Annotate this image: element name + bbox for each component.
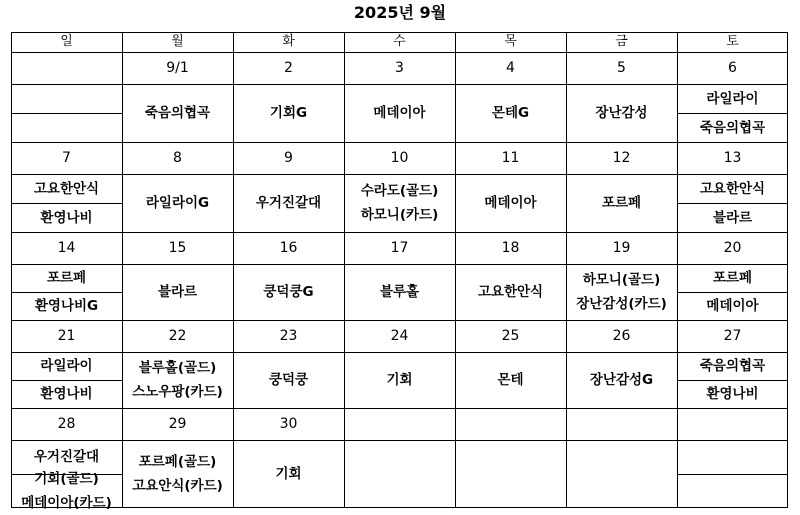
date-number: 21: [57, 328, 76, 344]
schedule-entry-top: [11, 84, 122, 113]
date-number: 10: [390, 150, 409, 166]
date-number: 25: [501, 328, 520, 344]
page-title: 2025년 9월: [353, 3, 447, 22]
date-number: [344, 408, 455, 440]
date-number: 9/1: [166, 60, 189, 76]
schedule-entry-bottom: 환영나비: [706, 386, 759, 402]
schedule-entry-bottom: 죽음의협곡: [699, 119, 766, 136]
date-number: 30: [279, 416, 298, 432]
schedule-entry-bottom: 환영나비G: [34, 298, 99, 314]
date-number: 5: [617, 60, 626, 76]
weekday-header: 목: [504, 34, 517, 49]
date-number: [677, 408, 788, 440]
schedule-entry: 블루홀: [379, 284, 420, 300]
date-number: [11, 52, 122, 84]
date-number: 2: [284, 60, 293, 76]
date-number: 27: [723, 328, 742, 344]
schedule-entry-top: 고요한안식: [33, 180, 100, 197]
date-number: 15: [168, 240, 187, 256]
date-number: 6: [728, 60, 737, 76]
schedule-entry: 우거진갈대: [255, 195, 322, 211]
weekday-header: 수: [393, 34, 406, 49]
weekday-header: 월: [171, 34, 184, 49]
weekday-header: 금: [615, 34, 628, 49]
schedule-entry: 포르페(골드) 고요안식(카드): [132, 454, 223, 494]
schedule-entry-bottom: [11, 113, 122, 142]
schedule-entry-top: 우거진갈대: [33, 449, 100, 465]
weekday-header: 일: [60, 34, 73, 49]
date-number: 16: [279, 240, 298, 256]
schedule-entry-bottom: 메데이아: [706, 298, 759, 314]
date-number: 8: [173, 150, 182, 166]
schedule-entry-top: 죽음의협곡: [699, 358, 766, 374]
schedule-entry: 블라르: [157, 284, 198, 300]
weekday-header: 화: [282, 34, 295, 49]
schedule-entry: 기회G: [269, 105, 308, 121]
date-number: 14: [57, 240, 76, 256]
schedule-entry: 장난감성: [595, 105, 648, 121]
schedule-entry: 고요한안식: [477, 284, 544, 300]
schedule-entry: [455, 440, 566, 508]
schedule-entry-top: 라일라이: [40, 358, 93, 374]
date-number: 22: [168, 328, 187, 344]
calendar-table: [11, 32, 788, 511]
schedule-entry-bottom: 블라르: [712, 209, 753, 226]
date-number: 13: [723, 150, 742, 166]
date-number: 19: [612, 240, 631, 256]
schedule-entry-bottom: 기회(골드) 메데이아(카드): [21, 471, 112, 511]
date-number: 20: [723, 240, 742, 256]
date-number: 11: [501, 150, 520, 166]
schedule-entry: 메데이아: [484, 195, 537, 211]
schedule-entry-bottom: 환영나비: [40, 209, 93, 226]
schedule-entry: 쿵덕쿵G: [263, 284, 314, 300]
date-number: 12: [612, 150, 631, 166]
schedule-entry: [344, 440, 455, 508]
date-number: 7: [62, 150, 71, 166]
schedule-entry: 기회: [386, 372, 413, 388]
date-number: [566, 408, 677, 440]
schedule-entry: 하모니(골드) 장난감성(카드): [576, 272, 667, 312]
date-number: 26: [612, 328, 631, 344]
date-number: 17: [390, 240, 409, 256]
schedule-entry: 라일라이G: [145, 195, 210, 211]
schedule-entry: [566, 440, 677, 508]
schedule-entry: 몬테: [497, 372, 524, 388]
schedule-entry: 메데이아: [373, 105, 426, 121]
date-number: 29: [168, 416, 187, 432]
schedule-entry-bottom: [677, 474, 788, 508]
date-number: 23: [279, 328, 298, 344]
schedule-entry: 기회: [275, 466, 302, 482]
date-number: 28: [57, 416, 76, 432]
schedule-entry: 블루홀(골드) 스노우팡(카드): [132, 360, 223, 400]
schedule-entry: 장난감성G: [589, 372, 654, 388]
schedule-entry: 몬테G: [491, 105, 530, 121]
date-number: 18: [501, 240, 520, 256]
schedule-entry: 수라도(골드) 하모니(카드): [360, 183, 439, 223]
schedule-entry-top: 고요한안식: [699, 180, 766, 197]
schedule-entry-top: 라일라이: [706, 90, 759, 107]
date-number: 24: [390, 328, 409, 344]
date-number: 4: [506, 60, 515, 76]
schedule-entry: 죽음의협곡: [144, 105, 211, 121]
schedule-entry: 포르페: [601, 195, 642, 211]
schedule-entry-top: 포르페: [712, 270, 753, 286]
schedule-entry-bottom: 환영나비: [40, 386, 93, 402]
schedule-entry-top: [677, 440, 788, 474]
date-number: [455, 408, 566, 440]
date-number: 9: [284, 150, 293, 166]
schedule-entry-top: 포르페: [46, 270, 87, 286]
weekday-header: 토: [726, 34, 739, 49]
schedule-entry: 쿵덕쿵: [268, 372, 309, 388]
date-number: 3: [395, 60, 404, 76]
